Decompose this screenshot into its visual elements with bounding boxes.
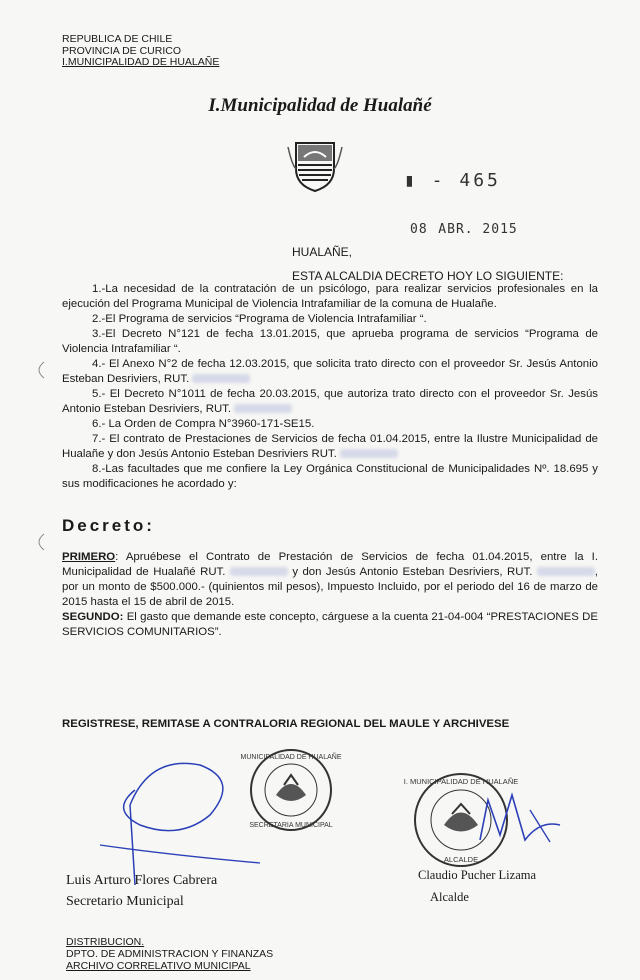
margin-mark-icon — [34, 532, 46, 557]
primero-text-b: y don Jesús Antonio Esteban Desriviers, RUT. — [292, 566, 533, 578]
signature-right-icon — [470, 780, 570, 865]
signer-right — [418, 864, 536, 908]
considerando-4-text: 4.- El Anexo N°2 de fecha 12.03.2015, que solicita trato directo con el proveedor Sr. Jesús Antonio Esteban Desriviers, RUT. — [62, 358, 598, 385]
header-country: REPUBLICA DE CHILE — [62, 33, 173, 45]
considerandos-list — [62, 282, 598, 492]
header-municipality: I.MUNICIPALIDAD DE HUALAÑE — [62, 56, 220, 68]
decree-place: HUALAÑE, — [292, 245, 353, 259]
distribution-item: ARCHIVO CORRELATIVO MUNICIPAL — [66, 960, 251, 972]
primero-label: PRIMERO — [62, 551, 116, 563]
decree-number-value: 465 — [459, 170, 501, 191]
stamp-right-bottom: ALCALDE — [443, 855, 479, 864]
signer-left — [66, 870, 217, 912]
decree-intro: ESTA ALCALDIA DECRETO HOY LO SIGUIENTE: — [292, 269, 564, 283]
signer-left-role: Secretario Municipal — [66, 894, 184, 909]
signer-right-name: Claudio Pucher Lizama — [418, 868, 537, 882]
considerando-5-text: 5.- El Decreto N°1011 de fecha 20.03.2015, que autoriza trato directo con el proveedor Sr. Jesús Antonio Esteban Desriviers, RUT. — [62, 388, 598, 415]
considerando-2: 2.-El Programa de servicios “Programa de Violencia Intrafamiliar “. — [92, 313, 427, 325]
primero-text-a: : Apruébese el Contrato de Prestación de Servicios de fecha 01.04.2015, entre la I. Municipalidad de Hualañé RUT. — [62, 551, 598, 578]
segundo-label: SEGUNDO: — [62, 611, 124, 623]
considerando-7-text: 7.- El contrato de Prestaciones de Servicios de fecha 01.04.2015, entre la Ilustre Municipalidad de Hualañe y don Jesús Antonio Esteban Desriviers RUT. — [62, 433, 598, 460]
signer-left-name: Luis Arturo Flores Cabrera — [66, 873, 218, 888]
considerando-4 — [62, 357, 598, 387]
considerando-3: 3.-El Decreto N°121 de fecha 13.01.2015, que aprueba programa de servicios “Programa de Violencia Intrafamiliar “. — [62, 328, 598, 355]
coat-of-arms-icon — [286, 135, 344, 193]
page-title: I.Municipalidad de Hualañé — [208, 95, 432, 116]
considerando-6: 6.- La Orden de Compra N°3960-171-SE15. — [92, 418, 315, 430]
document-header — [62, 34, 219, 69]
decree-number-mark-icon: ▮ - — [404, 170, 446, 191]
considerando-7 — [62, 432, 598, 462]
decree-date-day: 08 — [410, 222, 428, 237]
redacted-rut — [340, 449, 398, 458]
registrese-line: REGISTRESE, REMITASE A CONTRALORIA REGIONAL DEL MAULE Y ARCHIVESE — [62, 718, 510, 730]
considerando-5 — [62, 387, 598, 417]
decree-date — [410, 218, 518, 237]
considerando-8: 8.-Las facultades que me confiere la Ley Orgánica Constitucional de Municipalidades Nº. 18.695 y sus modificaciones he acordado y: — [62, 463, 598, 490]
decree-date-month-year: ABR. 2015 — [438, 222, 518, 237]
segundo-paragraph — [62, 610, 598, 640]
redacted-rut — [234, 404, 292, 413]
redacted-rut — [192, 374, 250, 383]
secretaria-stamp — [240, 745, 342, 840]
decree-number — [404, 170, 501, 191]
distribution-heading: DISTRIBUCION. — [66, 936, 145, 948]
margin-mark-icon — [34, 360, 46, 385]
primero-text-c: , por un monto de $500.000.- (quinientos mil pesos), Impuesto Incluido, por el periodo del 16 de marzo de 2015 hasta el 15 de abril de 2015. — [62, 566, 598, 608]
stamp-right-top: I. MUNICIPALIDAD DE HUALAÑE — [403, 777, 519, 786]
header-province: PROVINCIA DE CURICO — [62, 44, 182, 57]
segundo-text: El gasto que demande este concepto, cárguese a la cuenta 21-04-004 “PRESTACIONES DE SERVICIOS COMUNITARIOS”. — [62, 611, 598, 638]
distribution-item: DPTO. DE ADMINISTRACION Y FINANZAS — [66, 948, 274, 960]
stamp-left-bottom: SECRETARIA MUNICIPAL — [249, 822, 333, 829]
decreto-heading: Decreto: — [62, 516, 155, 535]
signer-right-role: Alcalde — [430, 890, 469, 904]
primero-paragraph — [62, 550, 598, 610]
decreto-body — [62, 550, 598, 640]
redacted-rut — [537, 567, 595, 576]
distribution-block — [66, 936, 273, 972]
considerando-1: 1.-La necesidad de la contratación de un psicólogo, para realizar servicios profesionales en la ejecución del Programa Municipal de Violencia Intrafamiliar de la comuna de Hualañe. — [62, 283, 598, 310]
redacted-rut — [230, 567, 288, 576]
stamp-left-top: MUNICIPALIDAD DE HUALAÑE — [240, 754, 342, 761]
